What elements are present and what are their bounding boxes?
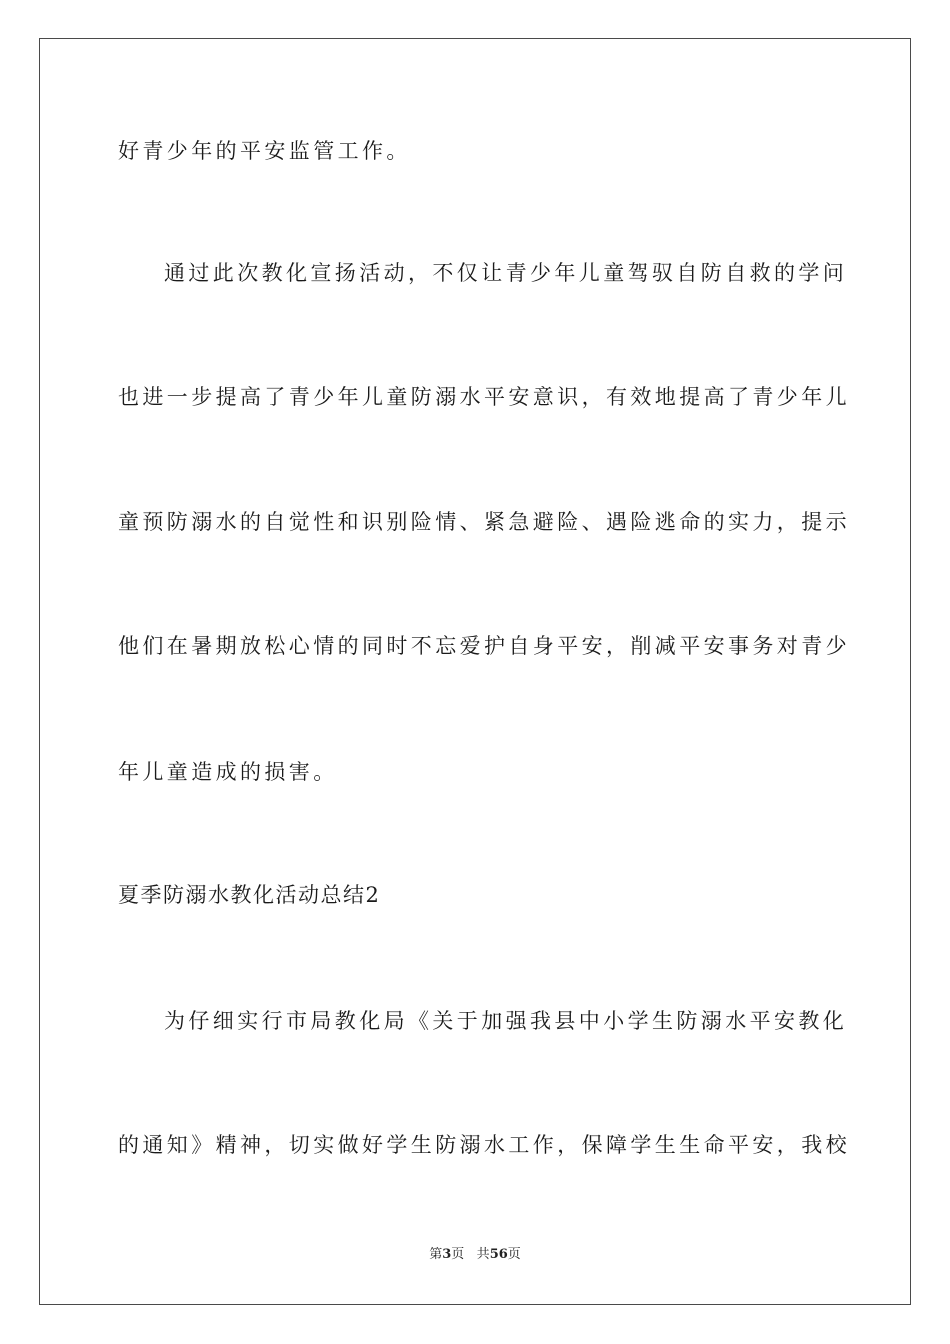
- paragraph-line-6: 年儿童造成的损害。: [118, 760, 338, 784]
- footer-page-number: 3: [442, 1247, 452, 1262]
- paragraph-line-4: 童预防溺水的自觉性和识别险情、紧急避险、遇险逃命的实力，提示: [118, 510, 850, 534]
- paragraph-line-7: 为仔细实行市局教化局《关于加强我县中小学生防溺水平安教化: [164, 1009, 848, 1033]
- footer-total-prefix: 共: [476, 1247, 490, 1262]
- footer-total-suffix: 页: [507, 1247, 521, 1262]
- paragraph-line-2: 通过此次教化宣扬活动，不仅让青少年儿童驾驭自防自救的学问: [164, 261, 848, 285]
- page-border: [39, 38, 911, 1305]
- paragraph-line-5: 他们在暑期放松心情的同时不忘爱护自身平安，削减平安事务对青少: [118, 634, 850, 658]
- footer-total-pages: 56: [489, 1247, 508, 1262]
- footer-page-prefix: 第: [429, 1247, 443, 1262]
- paragraph-line-3: 也进一步提高了青少年儿童防溺水平安意识，有效地提高了青少年儿: [118, 385, 850, 409]
- paragraph-line-1: 好青少年的平安监管工作。: [118, 139, 411, 163]
- section-heading: 夏季防溺水教化活动总结2: [118, 883, 381, 907]
- page-footer: [0, 1246, 950, 1264]
- paragraph-line-8: 的通知》精神，切实做好学生防溺水工作，保障学生生命平安，我校: [118, 1133, 850, 1157]
- footer-page-suffix: 页: [451, 1247, 465, 1262]
